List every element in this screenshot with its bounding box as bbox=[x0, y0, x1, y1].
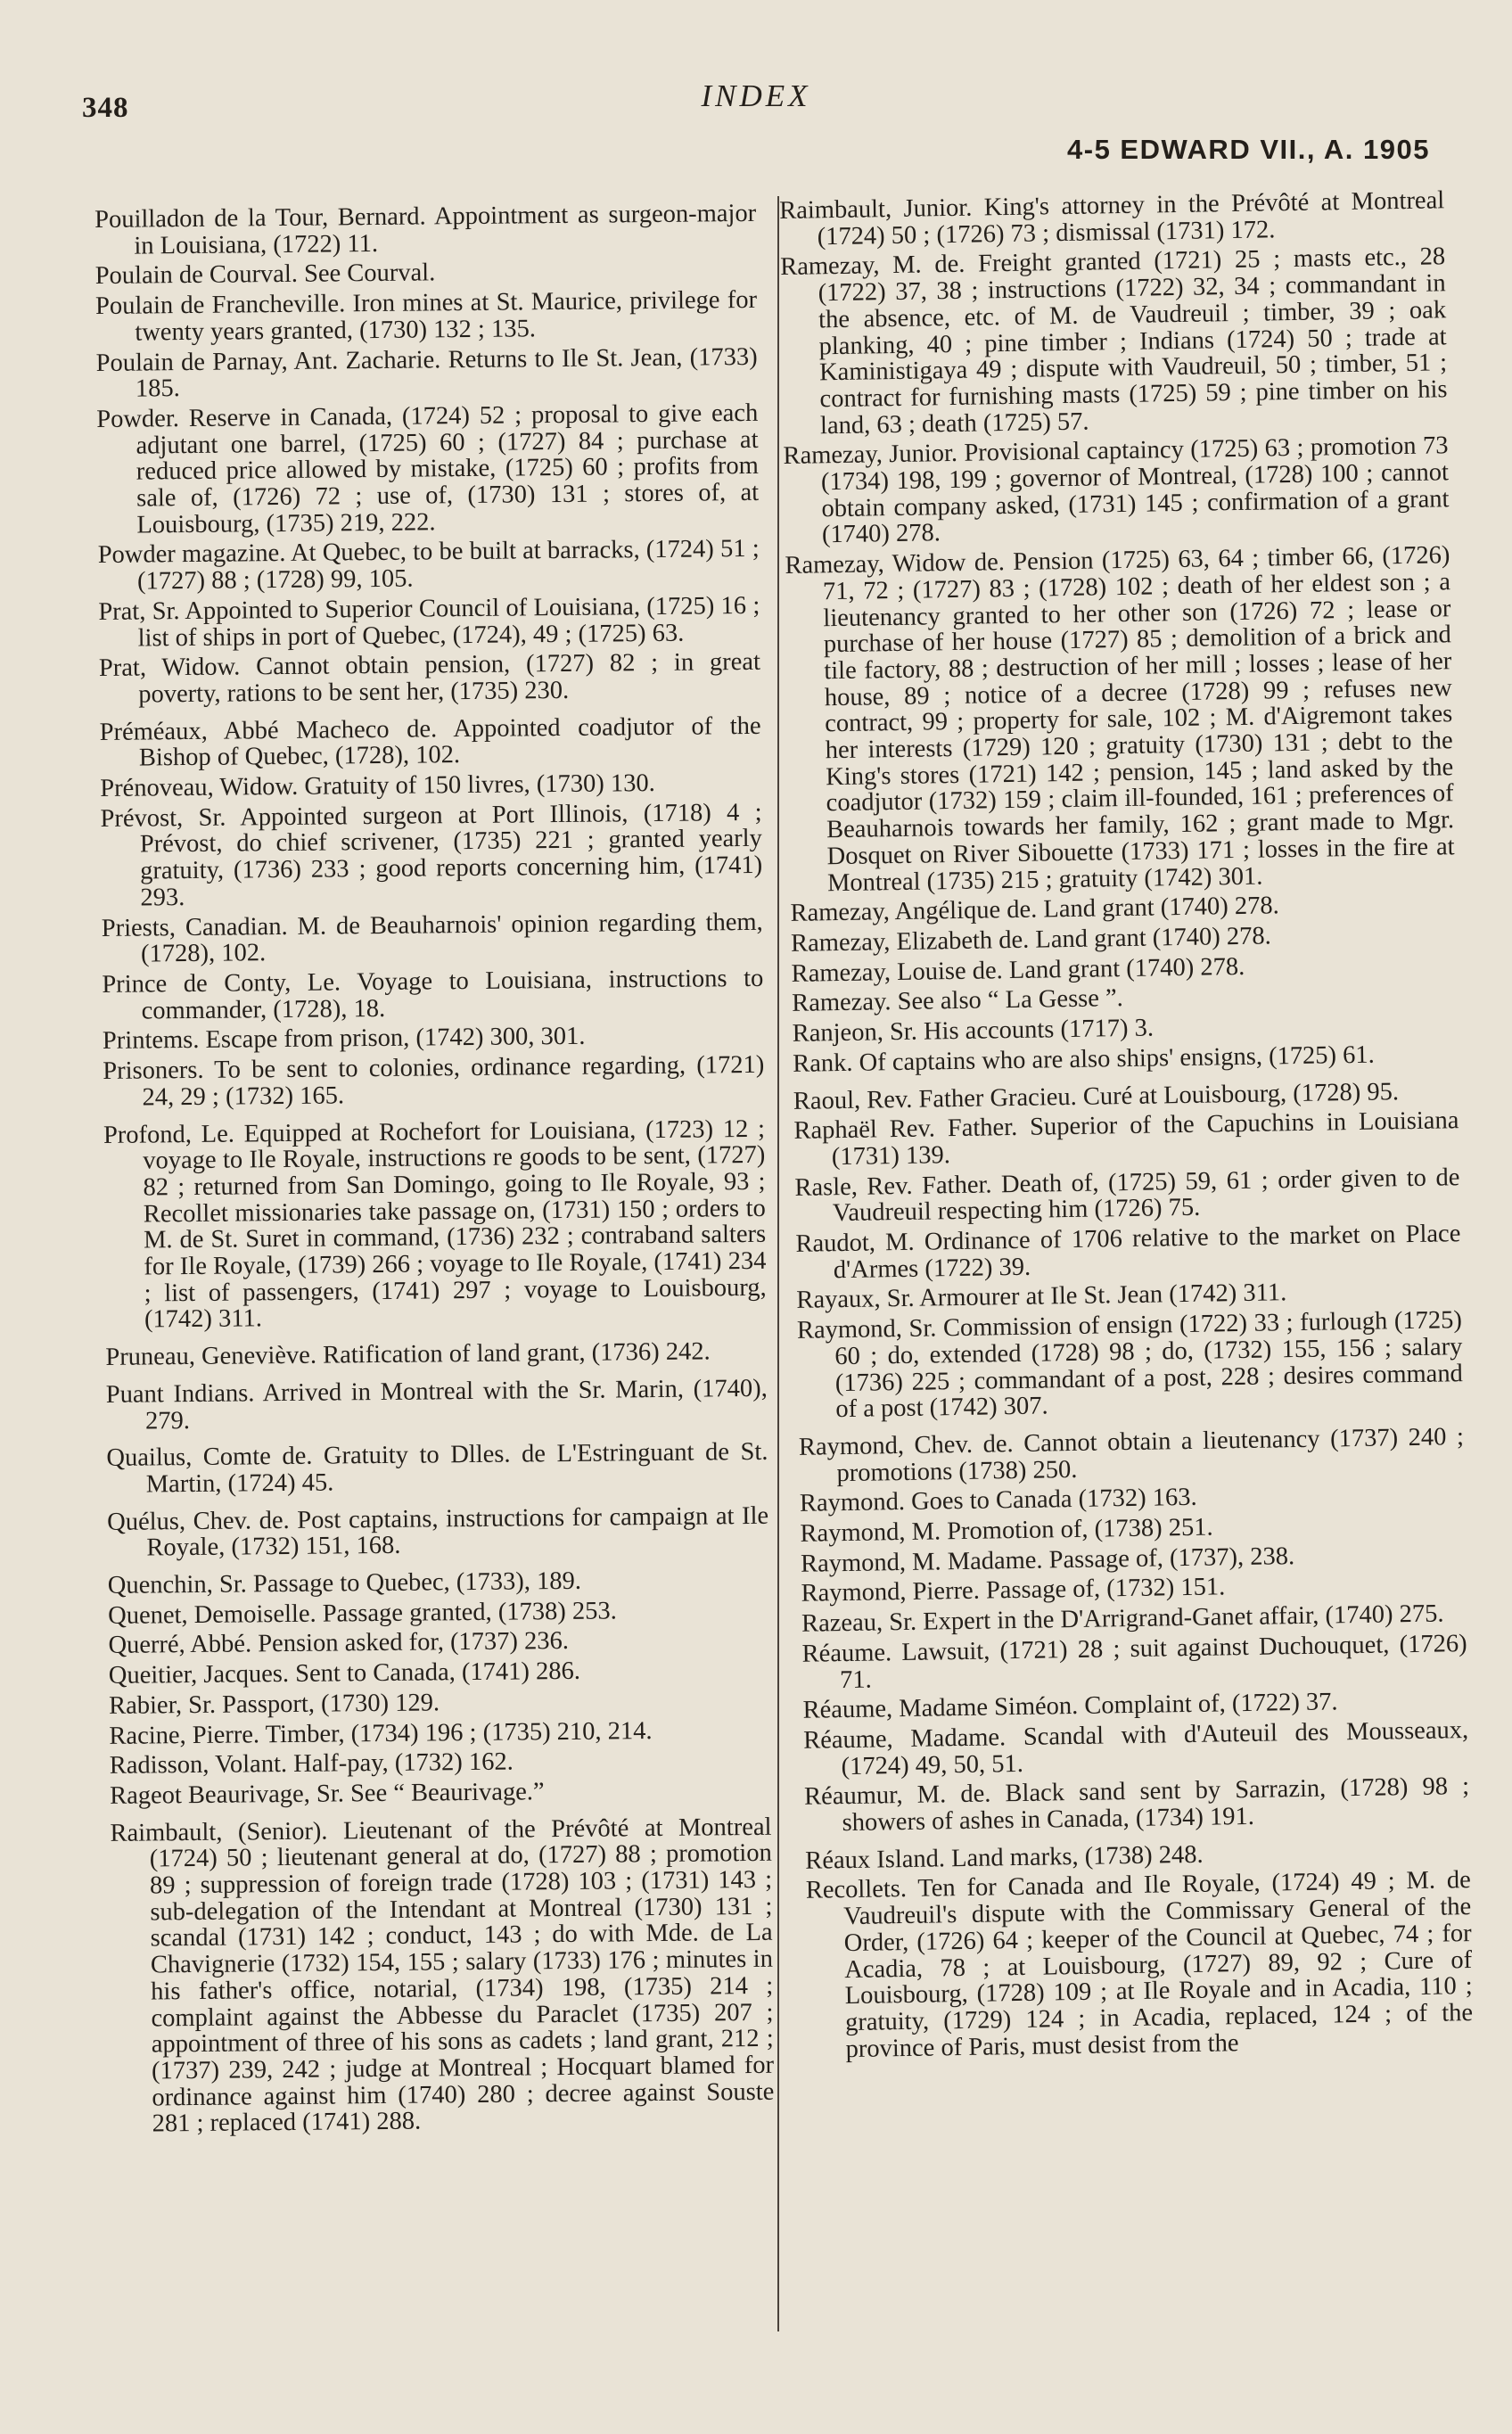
index-entry: Ramezay, Elizabeth de. Land grant (1740) 278. bbox=[790, 922, 1271, 958]
index-entry: Ramezay. See also “ La Gesse ”. bbox=[791, 984, 1124, 1018]
index-entry: Prévost, Sr. Appointed surgeon at Port Illinois, (1718) 4 ; Prévost, do chief scrivener, (1735) 221 ; granted yearly gratuity, (1736) 233 ; good reports concerning him, (1741) 293. bbox=[100, 798, 763, 912]
index-entry: Réaumur, M. de. Black sand sent by Sarrazin, (1728) 98 ; showers of ashes in Canada, (1734) 191. bbox=[803, 1772, 1470, 1838]
index-entry: Préméaux, Abbé Macheco de. Appointed coadjutor of the Bishop of Quebec, (1728), 102. bbox=[99, 711, 761, 772]
index-entry: Réaux Island. Land marks, (1738) 248. bbox=[805, 1840, 1204, 1875]
index-entry: Quenchin, Sr. Passage to Quebec, (1733), 189. bbox=[107, 1566, 582, 1599]
index-entry: Rayaux, Sr. Armourer at Ile St. Jean (1742) 311. bbox=[796, 1279, 1287, 1315]
page-number: 348 bbox=[82, 92, 129, 124]
index-entry: Raudot, M. Ordinance of 1706 relative to the market on Place d'Armes (1722) 39. bbox=[795, 1220, 1461, 1284]
index-entry: Poulain de Parnay, Ant. Zacharie. Returns to Ile St. Jean, (1733) 185. bbox=[95, 342, 758, 403]
running-head: INDEX bbox=[701, 78, 811, 113]
index-entry: Prat, Widow. Cannot obtain pension, (1727) 82 ; in great poverty, rations to be sent her, (1735) 230. bbox=[98, 648, 761, 709]
index-entry: Recollets. Ten for Canada and Ile Royale, (1724) 49 ; M. de Vaudreuil's dispute with the Commissary General of the Order, (1726) 64 ; keeper of the Council at Quebec, 74 ; for Acadia, 78 ; at Louisbourg, (1727) 89, 92 ; Cure of Louisbourg, (1728) 109 ; at Ile Royale and in Acadia, 110 ; gratuity, (1729) 124 ; in Acadia, replaced, 124 ; of the province of Paris, must desist from the bbox=[805, 1866, 1474, 2063]
index-column-left bbox=[94, 201, 775, 2142]
index-entry: Quélus, Chev. de. Post captains, instructions for campaign at Ile Royale, (1732) 151, 168. bbox=[107, 1501, 769, 1562]
index-entry: Ramezay, Louise de. Land grant (1740) 278. bbox=[791, 952, 1245, 988]
index-entry: Raimbault, Junior. King's attorney in the Prévôté at Montreal (1724) 50 ; (1726) 73 ; dismissal (1731) 172. bbox=[778, 186, 1445, 251]
index-entry: Ramezay, M. de. Freight granted (1721) 25 ; masts etc., 28 (1722) 37, 38 ; instructions (1722) 32, 34 ; commandant in the absence, etc. of M. de Vaudreuil ; timber, 39 ; oak planking, 40 ; pine timber ; Indians (1724) 50 ; trade at Kaministigaya 49 ; dispute with Vaudreuil, 50 ; timber, 51 ; contract for furnishing masts (1725) 59 ; pine timber on his land, 63 ; death (1725) 57. bbox=[779, 243, 1448, 440]
index-entry: Printems. Escape from prison, (1742) 300, 301. bbox=[102, 1023, 586, 1056]
index-entry: Réaume. Lawsuit, (1721) 28 ; suit against Duchouquet, (1726) 71. bbox=[801, 1629, 1467, 1694]
index-entry: Prénoveau, Widow. Gratuity of 150 livres, (1730) 130. bbox=[100, 769, 655, 803]
index-entry: Profond, Le. Equipped at Rochefort for Louisiana, (1723) 12 ; voyage to Ile Royale, instructions re goods to be sent, (1727) 82 ; returned from San Domingo, going to Ile Royale, 93 ; Recollet missionaries take passage on, (1731) 150 ; orders to M. de St. Suret in command, (1736) 232 ; contraband salters for Ile Royale, (1739) 266 ; voyage to Ile Royale, (1741) 234 ; list of passengers, (1741) 297 ; voyage to Louisbourg, (1742) 311. bbox=[103, 1114, 767, 1334]
index-entry: Raymond. Goes to Canada (1732) 163. bbox=[799, 1484, 1197, 1518]
index-entry: Raymond, Pierre. Passage of, (1732) 151. bbox=[801, 1573, 1226, 1608]
index-entry: Ramezay, Widow de. Pension (1725) 63, 64 ; timber 66, (1726) 71, 72 ; (1727) 83 ; (1728) 102 ; death of her eldest son ; a lieutenancy granted to her other son (1726) 72 ; lease or purchase of her house (1727) 85 ; demolition of a brick and tile factory, 88 ; destruction of her mill ; losses ; lease of her house, 89 ; notice of a decree (1728) 99 ; refuses new contract, 99 ; property for sale, 102 ; M. d'Aigremont takes her interests (1729) 120 ; gratuity (1730) 131 ; debt to the King's stores (1721) 142 ; pension, 145 ; land asked by the coadjutor (1732) 159 ; claim ill-founded, 161 ; preferences of Beauharnois towards her family, 162 ; grant made to Mgr. Dosquet on River Sibouette (1733) 171 ; losses in the fire at Montreal (1735) 215 ; gratuity (1742) 301. bbox=[785, 541, 1455, 897]
index-entry: Ramezay, Angélique de. Land grant (1740) 278. bbox=[790, 892, 1279, 928]
edition-label: 4-5 EDWARD VII., A. 1905 bbox=[1067, 134, 1430, 165]
index-column-right bbox=[779, 187, 1474, 2067]
index-entry: Radisson, Volant. Half-pay, (1732) 162. bbox=[109, 1747, 514, 1780]
index-entry: Pruneau, Geneviève. Ratification of land grant, (1736) 242. bbox=[105, 1337, 711, 1372]
index-entry: Rasle, Rev. Father. Death of, (1725) 59, 61 ; order given to de Vaudreuil respecting him (1726) 75. bbox=[794, 1163, 1460, 1228]
index-entry: Raymond, M. Madame. Passage of, (1737), 238. bbox=[800, 1542, 1295, 1578]
index-entry: Raymond, Sr. Commission of ensign (1722) 33 ; furlough (1725) 60 ; do, extended (1728) 98 ; do, (1732) 155, 156 ; salary (1736) 225 ; commandant of a post, 228 ; desires command of a post (1742) 307. bbox=[796, 1306, 1464, 1424]
index-entry: Poulain de Courval. See Courval. bbox=[94, 259, 436, 291]
index-entry: Puant Indians. Arrived in Montreal with the Sr. Marin, (1740), 279. bbox=[105, 1374, 768, 1435]
index-entry: Powder magazine. At Quebec, to be built at barracks, (1724) 51 ; (1727) 88 ; (1728) 99, 105. bbox=[97, 535, 760, 596]
index-entry: Rank. Of captains who are also ships' ensigns, (1725) 61. bbox=[793, 1040, 1376, 1078]
index-entry: Raymond, M. Promotion of, (1738) 251. bbox=[800, 1513, 1213, 1548]
index-entry: Réaume, Madame Siméon. Complaint of, (1722) 37. bbox=[802, 1688, 1338, 1725]
index-entry: Racine, Pierre. Timber, (1734) 196 ; (1735) 210, 214. bbox=[109, 1716, 653, 1750]
index-entry: Rageot Beaurivage, Sr. See “ Beaurivage.” bbox=[109, 1778, 545, 1810]
index-entry: Prat, Sr. Appointed to Superior Council of Louisiana, (1725) 16 ; list of ships in port of Quebec, (1724), 49 ; (1725) 63. bbox=[98, 591, 760, 653]
index-entry: Rabier, Sr. Passport, (1730) 129. bbox=[108, 1689, 440, 1720]
index-entry: Prince de Conty, Le. Voyage to Louisiana, instructions to commander, (1728), 18. bbox=[102, 964, 764, 1025]
index-entry: Prisoners. To be sent to colonies, ordinance regarding, (1721) 24, 29 ; (1732) 165. bbox=[103, 1050, 765, 1112]
index-entry: Quenet, Demoiselle. Passage granted, (1738) 253. bbox=[108, 1597, 617, 1630]
index-entry: Querré, Abbé. Pension asked for, (1737) 236. bbox=[108, 1627, 570, 1660]
index-entry: Quailus, Comte de. Gratuity to Dlles. de L'Estringuant de St. Martin, (1724) 45. bbox=[106, 1438, 768, 1499]
index-entry: Raimbault, (Senior). Lieutenant of the Prévôté at Montreal (1724) 50 ; lieutenant general at do, (1727) 88 ; promotion 89 ; suppression of foreign trade (1728) 103 ; (1731) 143 ; sub-delegation of the Intendant at Montreal (1730) 131 ; scandal (1731) 142 ; conduct, 143 ; do with Mde. de La Chavignerie (1732) 154, 155 ; salary (1733) 176 ; minutes in his father's office, notarial, (1734) 198, (1735) 214 ; complaint against the Abbesse du Paraclet (1735) 207 ; appointment of three of his sons as cadets ; land grant, 212 ; (1737) 239, 242 ; judge at Montreal ; Hocquart blamed for ordinance against him (1740) 280 ; decree against Souste 281 ; replaced (1741) 288. bbox=[110, 1813, 775, 2138]
index-entry: Raphaël Rev. Father. Superior of the Capuchins in Louisiana (1731) 139. bbox=[793, 1106, 1459, 1172]
index-entry: Poulain de Francheville. Iron mines at St. Maurice, privilege for twenty years granted, (1730) 132 ; 135. bbox=[94, 285, 758, 347]
index-entry: Raoul, Rev. Father Gracieu. Curé at Louisbourg, (1728) 95. bbox=[793, 1077, 1400, 1115]
index-entry: Powder. Reserve in Canada, (1724) 52 ; proposal to give each adjutant one barrel, (1725) 60 ; (1727) 84 ; purchase at reduced price allowed by mistake, (1725) 60 ; profits from sale of, (1726) 72 ; use of, (1730) 131 ; stores of, at Louisbourg, (1735) 219, 222. bbox=[96, 399, 760, 539]
index-entry: Raymond, Chev. de. Cannot obtain a lieutenancy (1737) 240 ; promotions (1738) 250. bbox=[798, 1423, 1465, 1487]
index-entry: Pouilladon de la Tour, Bernard. Appointment as surgeon-major in Louisiana, (1722) 11. bbox=[94, 199, 757, 260]
index-entry: Ramezay, Junior. Provisional captaincy (1725) 63 ; promotion 73 (1734) 198, 199 ; governor of Montreal, (1728) 100 ; cannot obtain company asked, (1731) 145 ; confirmation of a grant (1740) 278. bbox=[783, 432, 1450, 549]
column-divider bbox=[777, 196, 779, 2331]
index-entry: Réaume, Madame. Scandal with d'Auteuil des Mousseaux, (1724) 49, 50, 51. bbox=[802, 1716, 1469, 1780]
index-entry: Razeau, Sr. Expert in the D'Arrigrand-Ganet affair, (1740) 275. bbox=[801, 1599, 1444, 1638]
index-entry: Queitier, Jacques. Sent to Canada, (1741) 286. bbox=[108, 1657, 581, 1690]
index-entry: Ranjeon, Sr. His accounts (1717) 3. bbox=[792, 1014, 1155, 1048]
index-entry: Priests, Canadian. M. de Beauharnois' opinion regarding them, (1728), 102. bbox=[101, 908, 763, 968]
